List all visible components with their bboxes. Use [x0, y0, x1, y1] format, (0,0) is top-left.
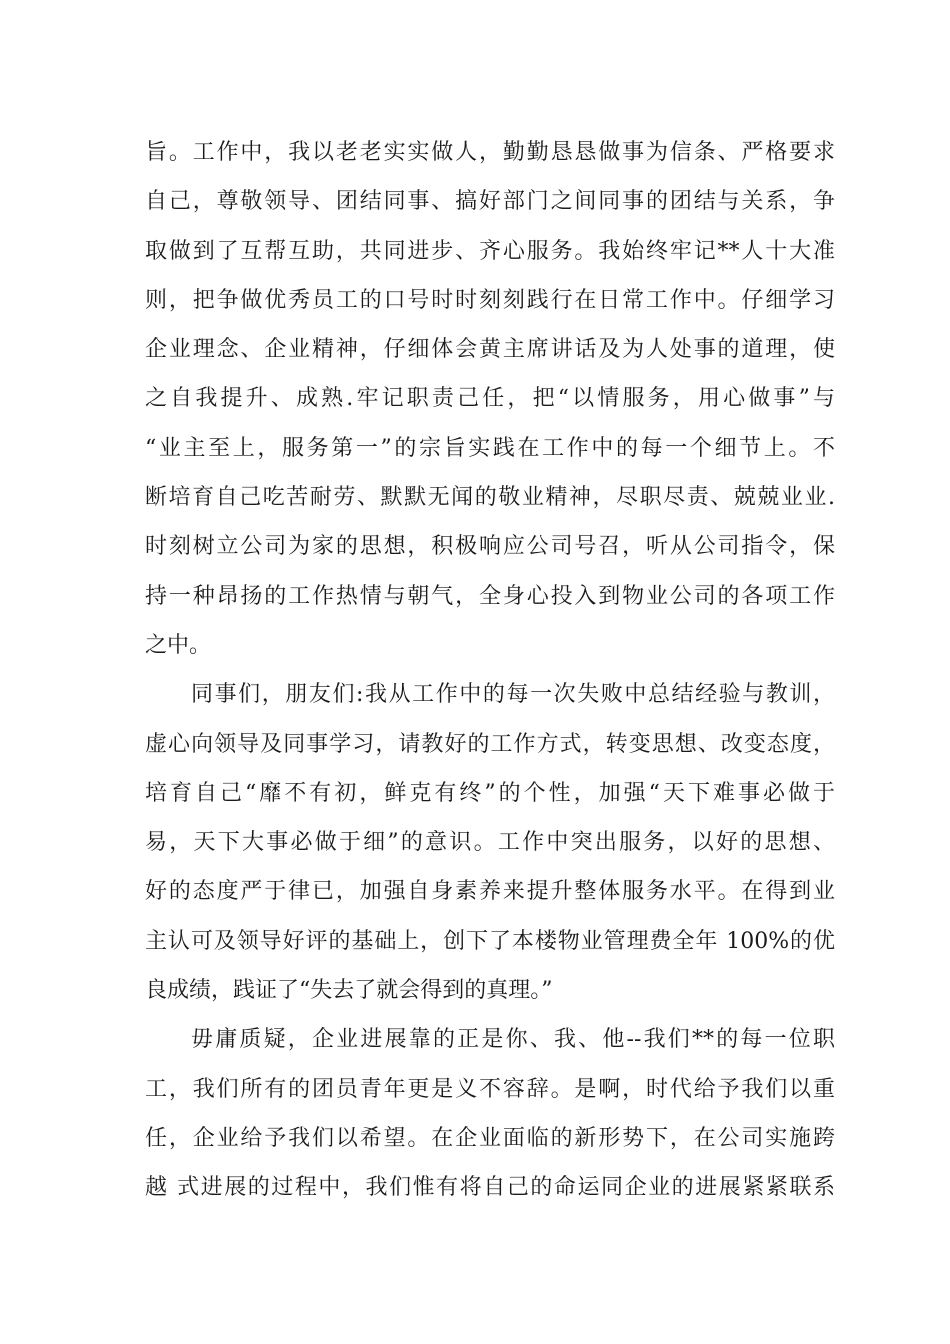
text-line: 好的态度严于律已，加强自身素养来提升整体服务水平。在得到业 — [145, 879, 835, 905]
paragraph-2 — [145, 670, 835, 1015]
text-line: 时刻树立公司为家的思想，积极响应公司号召，听从公司指令，保 — [145, 534, 835, 560]
text-line: 旨。工作中，我以老老实实做人，勤勤恳恳做事为信条、严格要求 — [145, 140, 835, 165]
text-line: 同事们，朋友们:我从工作中的每一次失败中总结经验与教训， — [191, 682, 835, 708]
text-line: 工，我们所有的团员青年更是义不容辞。是啊，时代给予我们以重 — [145, 1076, 835, 1102]
text-line: “业主至上，服务第一”的宗旨实践在工作中的每一个细节上。不 — [145, 435, 835, 461]
text-line: 之自我提升、成熟.牢记职责己任，把“以情服务，用心做事”与 — [145, 386, 835, 412]
paragraph-3 — [145, 1015, 835, 1212]
text-line: 则，把争做优秀员工的口号时时刻刻践行在日常工作中。仔细学习 — [145, 287, 835, 313]
text-line: 之中。 — [145, 632, 212, 658]
paragraph-1 — [145, 128, 835, 670]
text-line: 任，企业给予我们以希望。在企业面临的新形势下，在公司实施跨 — [145, 1125, 835, 1151]
text-line: 持一种昂扬的工作热情与朝气，全身心投入到物业公司的各项工作 — [145, 583, 835, 609]
text-line: 取做到了互帮互助，共同进步、齐心服务。我始终牢记**人十大准 — [145, 238, 835, 264]
text-line: 自己，尊敬领导、团结同事、搞好部门之间同事的团结与关系，争 — [145, 189, 835, 215]
document-body — [145, 128, 835, 1213]
text-line: 培育自己“靡不有初，鲜克有终”的个性，加强“天下难事必做于 — [145, 780, 835, 806]
text-line: 企业理念、企业精神，仔细体会黄主席讲话及为人处事的道理，使 — [145, 337, 835, 363]
text-line: 易，天下大事必做于细”的意识。工作中突出服务，以好的思想、 — [145, 830, 835, 856]
text-line: 良成绩，践证了“失去了就会得到的真理。” — [145, 978, 553, 1004]
text-line: 主认可及领导好评的基础上，创下了本楼物业管理费全年 100%的优 — [145, 928, 835, 954]
text-line: 越 式进展的过程中，我们惟有将自己的命运同企业的进展紧紧联系 — [145, 1175, 835, 1201]
text-line: 毋庸质疑，企业进展靠的正是你、我、他--我们**的每一位职 — [191, 1027, 835, 1053]
text-line: 虚心向领导及同事学习，请教好的工作方式，转变思想、改变态度， — [145, 731, 835, 757]
text-line: 断培育自己吃苦耐劳、默默无闻的敬业精神，尽职尽责、兢兢业业. — [145, 485, 835, 511]
